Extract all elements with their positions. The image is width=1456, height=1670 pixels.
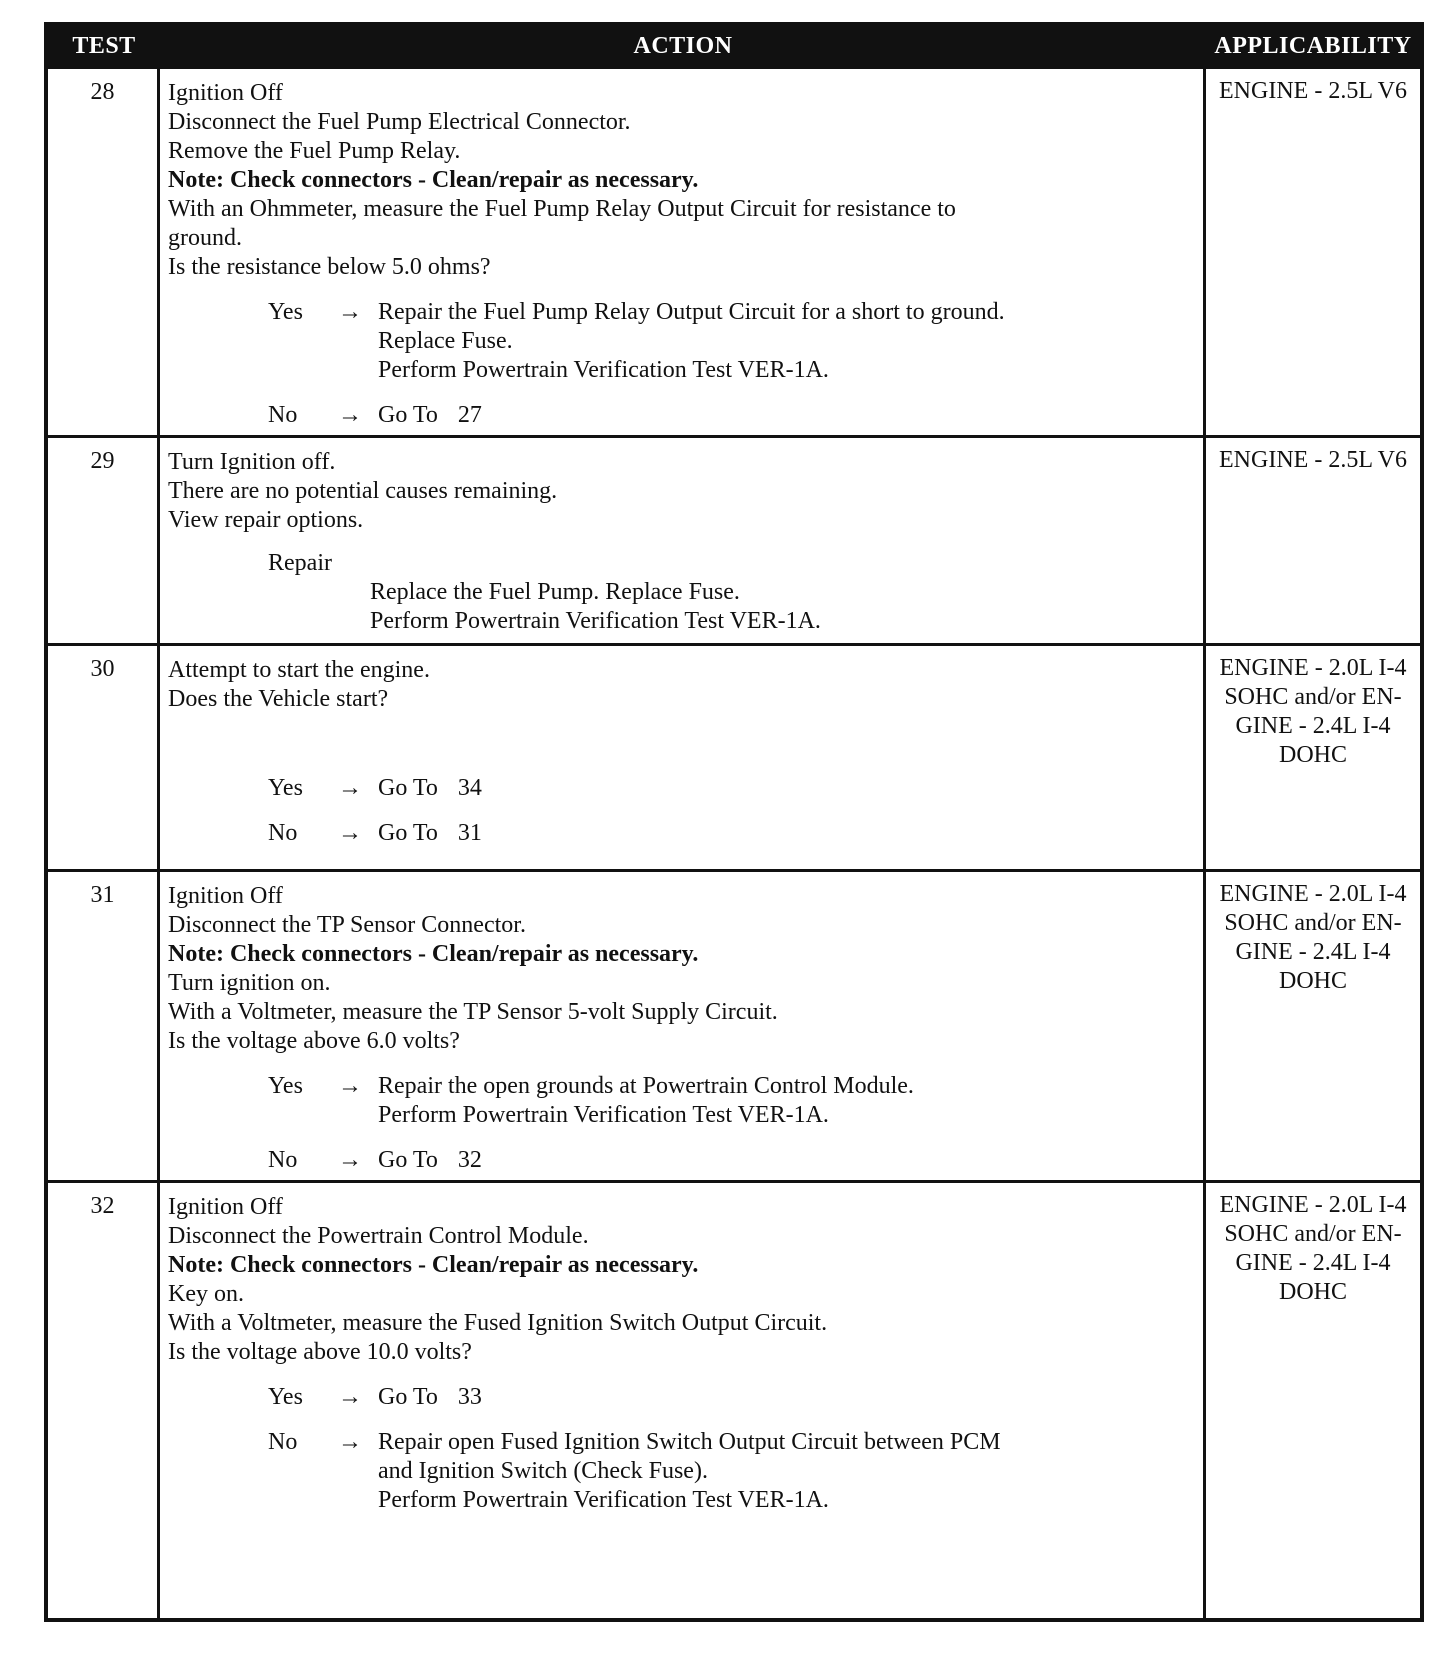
goto-link[interactable]: 27: [457, 402, 482, 428]
applicability-line: GINE - 2.4L I-4: [1235, 1250, 1391, 1276]
action-cell: [160, 438, 1206, 643]
goto-text: Go To: [378, 1384, 438, 1410]
test-number: 30: [48, 646, 160, 869]
applicability-line: ENGINE - 2.0L I-4: [1219, 1192, 1407, 1218]
test-number: 28: [48, 69, 160, 435]
repair-label: Repair: [268, 550, 332, 576]
header-action: ACTION: [633, 33, 733, 59]
yes-answer: [168, 298, 1195, 385]
goto-link[interactable]: 32: [457, 1147, 482, 1173]
goto-text: Go To: [378, 775, 438, 801]
question-line: Is the resistance below 5.0 ohms?: [168, 254, 491, 280]
applicability-line: SOHC and/or EN-: [1224, 910, 1402, 936]
action-line: With a Voltmeter, measure the Fused Ignition Switch Output Circuit.: [168, 1310, 828, 1336]
repair-options: [168, 549, 1195, 636]
applicability-cell: [1206, 872, 1420, 1180]
action-line: With a Voltmeter, measure the TP Sensor 5-volt Supply Circuit.: [168, 999, 778, 1025]
action-line: Disconnect the Powertrain Control Module.: [168, 1223, 589, 1249]
yes-label: Yes: [268, 1073, 303, 1099]
note-line: Note: Check connectors - Clean/repair as necessary.: [168, 1252, 699, 1278]
action-cell: [160, 1183, 1206, 1618]
action-cell: [160, 872, 1206, 1180]
applicability-cell: [1206, 646, 1420, 869]
goto-link[interactable]: 31: [457, 820, 482, 846]
no-line: Perform Powertrain Verification Test VER-1A.: [378, 1487, 829, 1513]
no-answer: [168, 401, 1195, 430]
applicability-line: GINE - 2.4L I-4: [1235, 713, 1391, 739]
action-line: ground.: [168, 225, 242, 251]
action-line: Turn Ignition off.: [168, 449, 336, 475]
applicability-line: DOHC: [1278, 968, 1347, 994]
question-line: Is the voltage above 10.0 volts?: [168, 1339, 472, 1365]
table-row-28: [48, 66, 1420, 435]
note-line: Note: Check connectors - Clean/repair as necessary.: [168, 167, 699, 193]
table-row-29: [48, 435, 1420, 643]
goto-text: Go To: [378, 402, 438, 428]
arrow-icon: →: [338, 1384, 362, 1410]
no-label: No: [268, 402, 298, 428]
yes-line: Replace Fuse.: [378, 328, 513, 354]
applicability-line: SOHC and/or EN-: [1224, 684, 1402, 710]
diagnostic-table: [44, 22, 1424, 1622]
no-line: Repair open Fused Ignition Switch Output Circuit between PCM: [378, 1429, 1001, 1455]
note-line: Note: Check connectors - Clean/repair as necessary.: [168, 941, 699, 967]
arrow-icon: →: [338, 820, 362, 846]
arrow-icon: →: [338, 1429, 362, 1455]
action-line: There are no potential causes remaining.: [168, 478, 558, 504]
applicability-cell: [1206, 1183, 1420, 1618]
applicability-line: ENGINE - 2.5L V6: [1219, 78, 1407, 104]
applicability-line: ENGINE - 2.0L I-4: [1219, 881, 1407, 907]
arrow-icon: →: [338, 775, 362, 801]
arrow-icon: →: [338, 1147, 362, 1173]
action-line: Remove the Fuel Pump Relay.: [168, 138, 461, 164]
applicability-line: DOHC: [1278, 1279, 1347, 1305]
header-test: TEST: [72, 33, 136, 59]
test-number: 31: [48, 872, 160, 1180]
question-line: Is the voltage above 6.0 volts?: [168, 1028, 460, 1054]
action-cell: [160, 646, 1206, 869]
no-label: No: [268, 1429, 298, 1455]
yes-line: Perform Powertrain Verification Test VER-1A.: [378, 357, 829, 383]
yes-answer: [168, 1072, 1195, 1130]
arrow-icon: →: [338, 1073, 362, 1099]
arrow-icon: →: [338, 299, 362, 325]
action-line: Disconnect the TP Sensor Connector.: [168, 912, 526, 938]
table-row-31: [48, 869, 1420, 1180]
goto-text: Go To: [378, 820, 438, 846]
question-line: Does the Vehicle start?: [168, 686, 389, 712]
applicability-cell: [1206, 69, 1420, 435]
applicability-line: DOHC: [1278, 742, 1347, 768]
yes-line: Perform Powertrain Verification Test VER-1A.: [378, 1102, 829, 1128]
goto-link[interactable]: 34: [457, 775, 482, 801]
applicability-line: ENGINE - 2.0L I-4: [1219, 655, 1407, 681]
repair-line: Perform Powertrain Verification Test VER-1A.: [370, 608, 821, 634]
goto-link[interactable]: 33: [457, 1384, 482, 1410]
yes-label: Yes: [268, 299, 303, 325]
no-line: and Ignition Switch (Check Fuse).: [378, 1458, 708, 1484]
action-line: Ignition Off: [168, 883, 283, 909]
action-cell: [160, 69, 1206, 435]
yes-line: Repair the open grounds at Powertrain Control Module.: [378, 1073, 914, 1099]
action-line: Turn ignition on.: [168, 970, 331, 996]
applicability-cell: [1206, 438, 1420, 643]
applicability-line: GINE - 2.4L I-4: [1235, 939, 1391, 965]
yes-answer: [168, 1383, 1195, 1412]
yes-label: Yes: [268, 775, 303, 801]
arrow-icon: →: [338, 402, 362, 428]
header-applicability: APPLICABILITY: [1214, 33, 1412, 59]
repair-line: Replace the Fuel Pump. Replace Fuse.: [370, 579, 740, 605]
table-row-30: [48, 643, 1420, 869]
action-line: With an Ohmmeter, measure the Fuel Pump Relay Output Circuit for resistance to: [168, 196, 956, 222]
yes-answer: [168, 774, 1195, 803]
action-line: Ignition Off: [168, 80, 283, 106]
action-line: View repair options.: [168, 507, 364, 533]
yes-line: Repair the Fuel Pump Relay Output Circuit for a short to ground.: [378, 299, 1005, 325]
test-number: 32: [48, 1183, 160, 1618]
test-number: 29: [48, 438, 160, 643]
no-answer: [168, 1428, 1195, 1515]
no-label: No: [268, 820, 298, 846]
action-line: Disconnect the Fuel Pump Electrical Connector.: [168, 109, 631, 135]
applicability-line: SOHC and/or EN-: [1224, 1221, 1402, 1247]
goto-text: Go To: [378, 1147, 438, 1173]
table-header: [48, 26, 1420, 66]
applicability-line: ENGINE - 2.5L V6: [1219, 447, 1407, 473]
no-answer: [168, 819, 1195, 848]
action-line: Ignition Off: [168, 1194, 283, 1220]
table-row-32: [48, 1180, 1420, 1618]
yes-label: Yes: [268, 1384, 303, 1410]
no-label: No: [268, 1147, 298, 1173]
action-line: Key on.: [168, 1281, 244, 1307]
no-answer: [168, 1146, 1195, 1175]
action-line: Attempt to start the engine.: [168, 657, 430, 683]
